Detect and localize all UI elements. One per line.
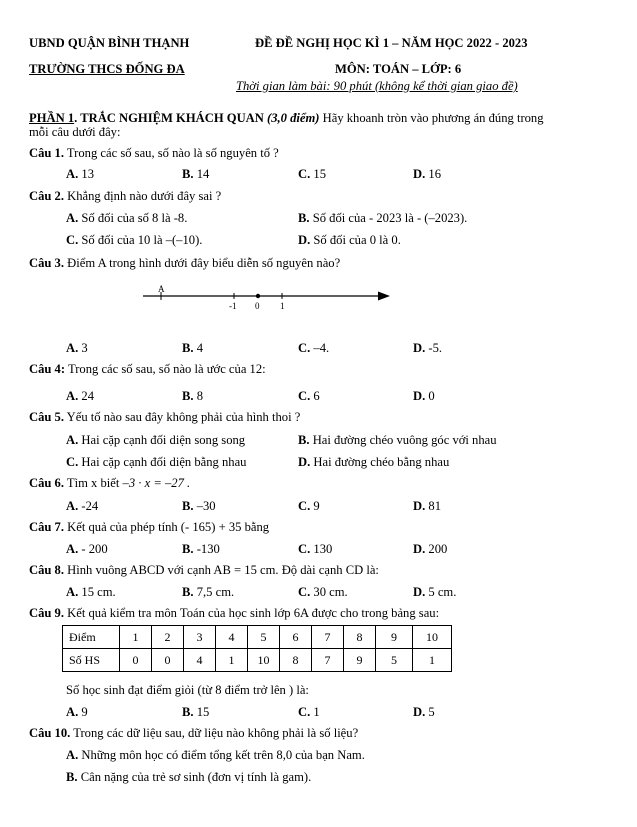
table-cell: 3	[184, 626, 216, 649]
question-6	[29, 477, 190, 490]
question-label: Câu 7.	[29, 520, 64, 534]
question-1	[29, 147, 279, 160]
table-cell: 2	[152, 626, 184, 649]
time-allowed: Thời gian làm bài: 90 phút (không kể thời gian giao đề)	[236, 79, 518, 93]
q1-option-a[interactable]: A. 13	[66, 167, 94, 181]
table-cell: 0	[152, 649, 184, 672]
q6-option-b[interactable]: B. –30	[182, 499, 216, 513]
score-table	[62, 625, 452, 672]
q8-option-b[interactable]: B. 7,5 cm.	[182, 585, 235, 599]
table-row	[63, 649, 452, 672]
table-cell: 4	[216, 626, 248, 649]
tick-label-1: 1	[280, 301, 285, 311]
part1-heading	[29, 112, 544, 125]
q9-subquestion: Số học sinh đạt điểm giỏi (từ 8 điểm trở lên ) là:	[66, 683, 309, 697]
q6-option-c[interactable]: C. 9	[298, 499, 320, 513]
q1-option-b[interactable]: B. 14	[182, 167, 210, 181]
table-cell: 5	[248, 626, 280, 649]
q8-option-c[interactable]: C. 30 cm.	[298, 585, 348, 599]
q1-option-d[interactable]: D. 16	[413, 167, 441, 181]
question-10	[29, 727, 358, 740]
q10-option-a[interactable]: A. Những môn học có điểm tổng kết trên 8,0 của bạn Nam.	[66, 748, 365, 762]
part1-points: (3,0 điểm)	[267, 111, 320, 125]
q4-option-b[interactable]: B. 8	[182, 389, 204, 403]
question-text: Trong các số sau, số nào là ước của 12:	[65, 362, 266, 376]
q3-option-c[interactable]: C. –4.	[298, 341, 330, 355]
table-cell: 8	[344, 626, 376, 649]
table-cell: 9	[376, 626, 413, 649]
table-header-score: Điểm	[63, 626, 120, 649]
question-8	[29, 564, 379, 577]
question-text: Yếu tố nào sau đây không phải của hình thoi ?	[64, 410, 301, 424]
question-3	[29, 257, 340, 270]
question-label: Câu 8.	[29, 563, 64, 577]
question-label: Câu 6.	[29, 476, 64, 490]
question-label: Câu 10.	[29, 726, 71, 740]
table-cell: 5	[376, 649, 413, 672]
table-row	[63, 626, 452, 649]
table-cell: 1	[120, 626, 152, 649]
subject-grade: MÔN: TOÁN – LỚP: 6	[335, 62, 462, 76]
question-label: Câu 5.	[29, 410, 64, 424]
q9-option-b[interactable]: B. 15	[182, 705, 210, 719]
q5-option-c[interactable]: C. Hai cặp cạnh đối diện bằng nhau	[66, 455, 247, 469]
origin-point	[256, 294, 260, 298]
school-name: TRƯỜNG THCS ĐỐNG ĐA	[29, 62, 185, 76]
q9-option-d[interactable]: D. 5	[413, 705, 435, 719]
table-cell: 1	[216, 649, 248, 672]
table-cell: 8	[280, 649, 312, 672]
q9-option-c[interactable]: C. 1	[298, 705, 320, 719]
question-7	[29, 521, 269, 534]
q10-option-b[interactable]: B. Cân nặng của trẻ sơ sinh (đơn vị tính là gam).	[66, 770, 312, 784]
q7-option-d[interactable]: D. 200	[413, 542, 448, 556]
q3-option-a[interactable]: A. 3	[66, 341, 88, 355]
question-label: Câu 4:	[29, 362, 66, 376]
q7-option-a[interactable]: A. - 200	[66, 542, 108, 556]
q5-option-d[interactable]: D. Hai đường chéo bằng nhau	[298, 455, 450, 469]
q6-option-d[interactable]: D. 81	[413, 499, 441, 513]
question-text: Tìm x biết	[64, 476, 123, 490]
part1-title: PHẦN 1. TRẮC NGHIỆM KHÁCH QUAN	[29, 111, 264, 125]
table-header-students: Số HS	[63, 649, 120, 672]
q3-option-d[interactable]: D. -5.	[413, 341, 443, 355]
tick-label-minus-1: -1	[229, 301, 237, 311]
question-2	[29, 190, 221, 203]
question-5	[29, 411, 300, 424]
question-equation: –3 · x = –27 .	[122, 476, 191, 490]
question-text: Hình vuông ABCD với cạnh AB = 15 cm. Độ dài cạnh CD là:	[64, 563, 379, 577]
q2-option-b[interactable]: B. Số đối của - 2023 là - (–2023).	[298, 211, 468, 225]
table-cell: 4	[184, 649, 216, 672]
q6-option-a[interactable]: A. -24	[66, 499, 99, 513]
question-text: Trong các số sau, số nào là số nguyên tố ?	[64, 146, 279, 160]
q2-option-d[interactable]: D. Số đối của 0 là 0.	[298, 233, 401, 247]
question-text: Trong các dữ liệu sau, dữ liệu nào không phải là số liệu?	[70, 726, 359, 740]
question-9	[29, 607, 439, 620]
table-cell: 7	[312, 626, 344, 649]
q5-option-b[interactable]: B. Hai đường chéo vuông góc với nhau	[298, 433, 497, 447]
number-line	[140, 282, 400, 314]
q3-option-b[interactable]: B. 4	[182, 341, 204, 355]
question-text: Kết quả của phép tính (- 165) + 35 bằng	[64, 520, 270, 534]
question-label: Câu 2.	[29, 189, 64, 203]
q2-option-c[interactable]: C. Số đối của 10 là –(–10).	[66, 233, 203, 247]
district-name: UBND QUẬN BÌNH THẠNH	[29, 36, 190, 50]
q7-option-b[interactable]: B. -130	[182, 542, 220, 556]
q9-option-a[interactable]: A. 9	[66, 705, 88, 719]
table-cell: 10	[248, 649, 280, 672]
q8-option-d[interactable]: D. 5 cm.	[413, 585, 457, 599]
table-cell: 9	[344, 649, 376, 672]
question-text: Kết quả kiểm tra môn Toán của học sinh lớp 6A được cho trong bảng sau:	[64, 606, 440, 620]
q4-option-c[interactable]: C. 6	[298, 389, 320, 403]
question-label: Câu 1.	[29, 146, 64, 160]
question-label: Câu 9.	[29, 606, 64, 620]
part1-instruction: Hãy khoanh tròn vào phương án đúng trong	[319, 111, 544, 125]
q7-option-c[interactable]: C. 130	[298, 542, 333, 556]
table-cell: 10	[413, 626, 452, 649]
q5-option-a[interactable]: A. Hai cặp cạnh đối diện song song	[66, 433, 246, 447]
tick-label-0: 0	[255, 301, 260, 311]
point-a-label: A	[158, 284, 165, 294]
table-cell: 6	[280, 626, 312, 649]
question-text: Khẳng định nào dưới đây sai ?	[64, 189, 222, 203]
table-cell: 7	[312, 649, 344, 672]
q1-option-c[interactable]: C. 15	[298, 167, 326, 181]
q8-option-a[interactable]: A. 15 cm.	[66, 585, 116, 599]
table-cell: 0	[120, 649, 152, 672]
q4-option-d[interactable]: D. 0	[413, 389, 435, 403]
q2-option-a[interactable]: A. Số đối của số 8 là -8.	[66, 211, 188, 225]
question-4	[29, 363, 266, 376]
table-cell: 1	[413, 649, 452, 672]
part1-instruction-cont: mỗi câu dưới đây:	[29, 125, 121, 139]
q4-option-a[interactable]: A. 24	[66, 389, 94, 403]
number-line-arrow-icon	[378, 292, 390, 301]
question-text: Điểm A trong hình dưới đây biểu diễn số nguyên nào?	[64, 256, 341, 270]
exam-title: ĐỀ ĐỀ NGHỊ HỌC KÌ 1 – NĂM HỌC 2022 - 2023	[255, 36, 528, 50]
question-label: Câu 3.	[29, 256, 64, 270]
